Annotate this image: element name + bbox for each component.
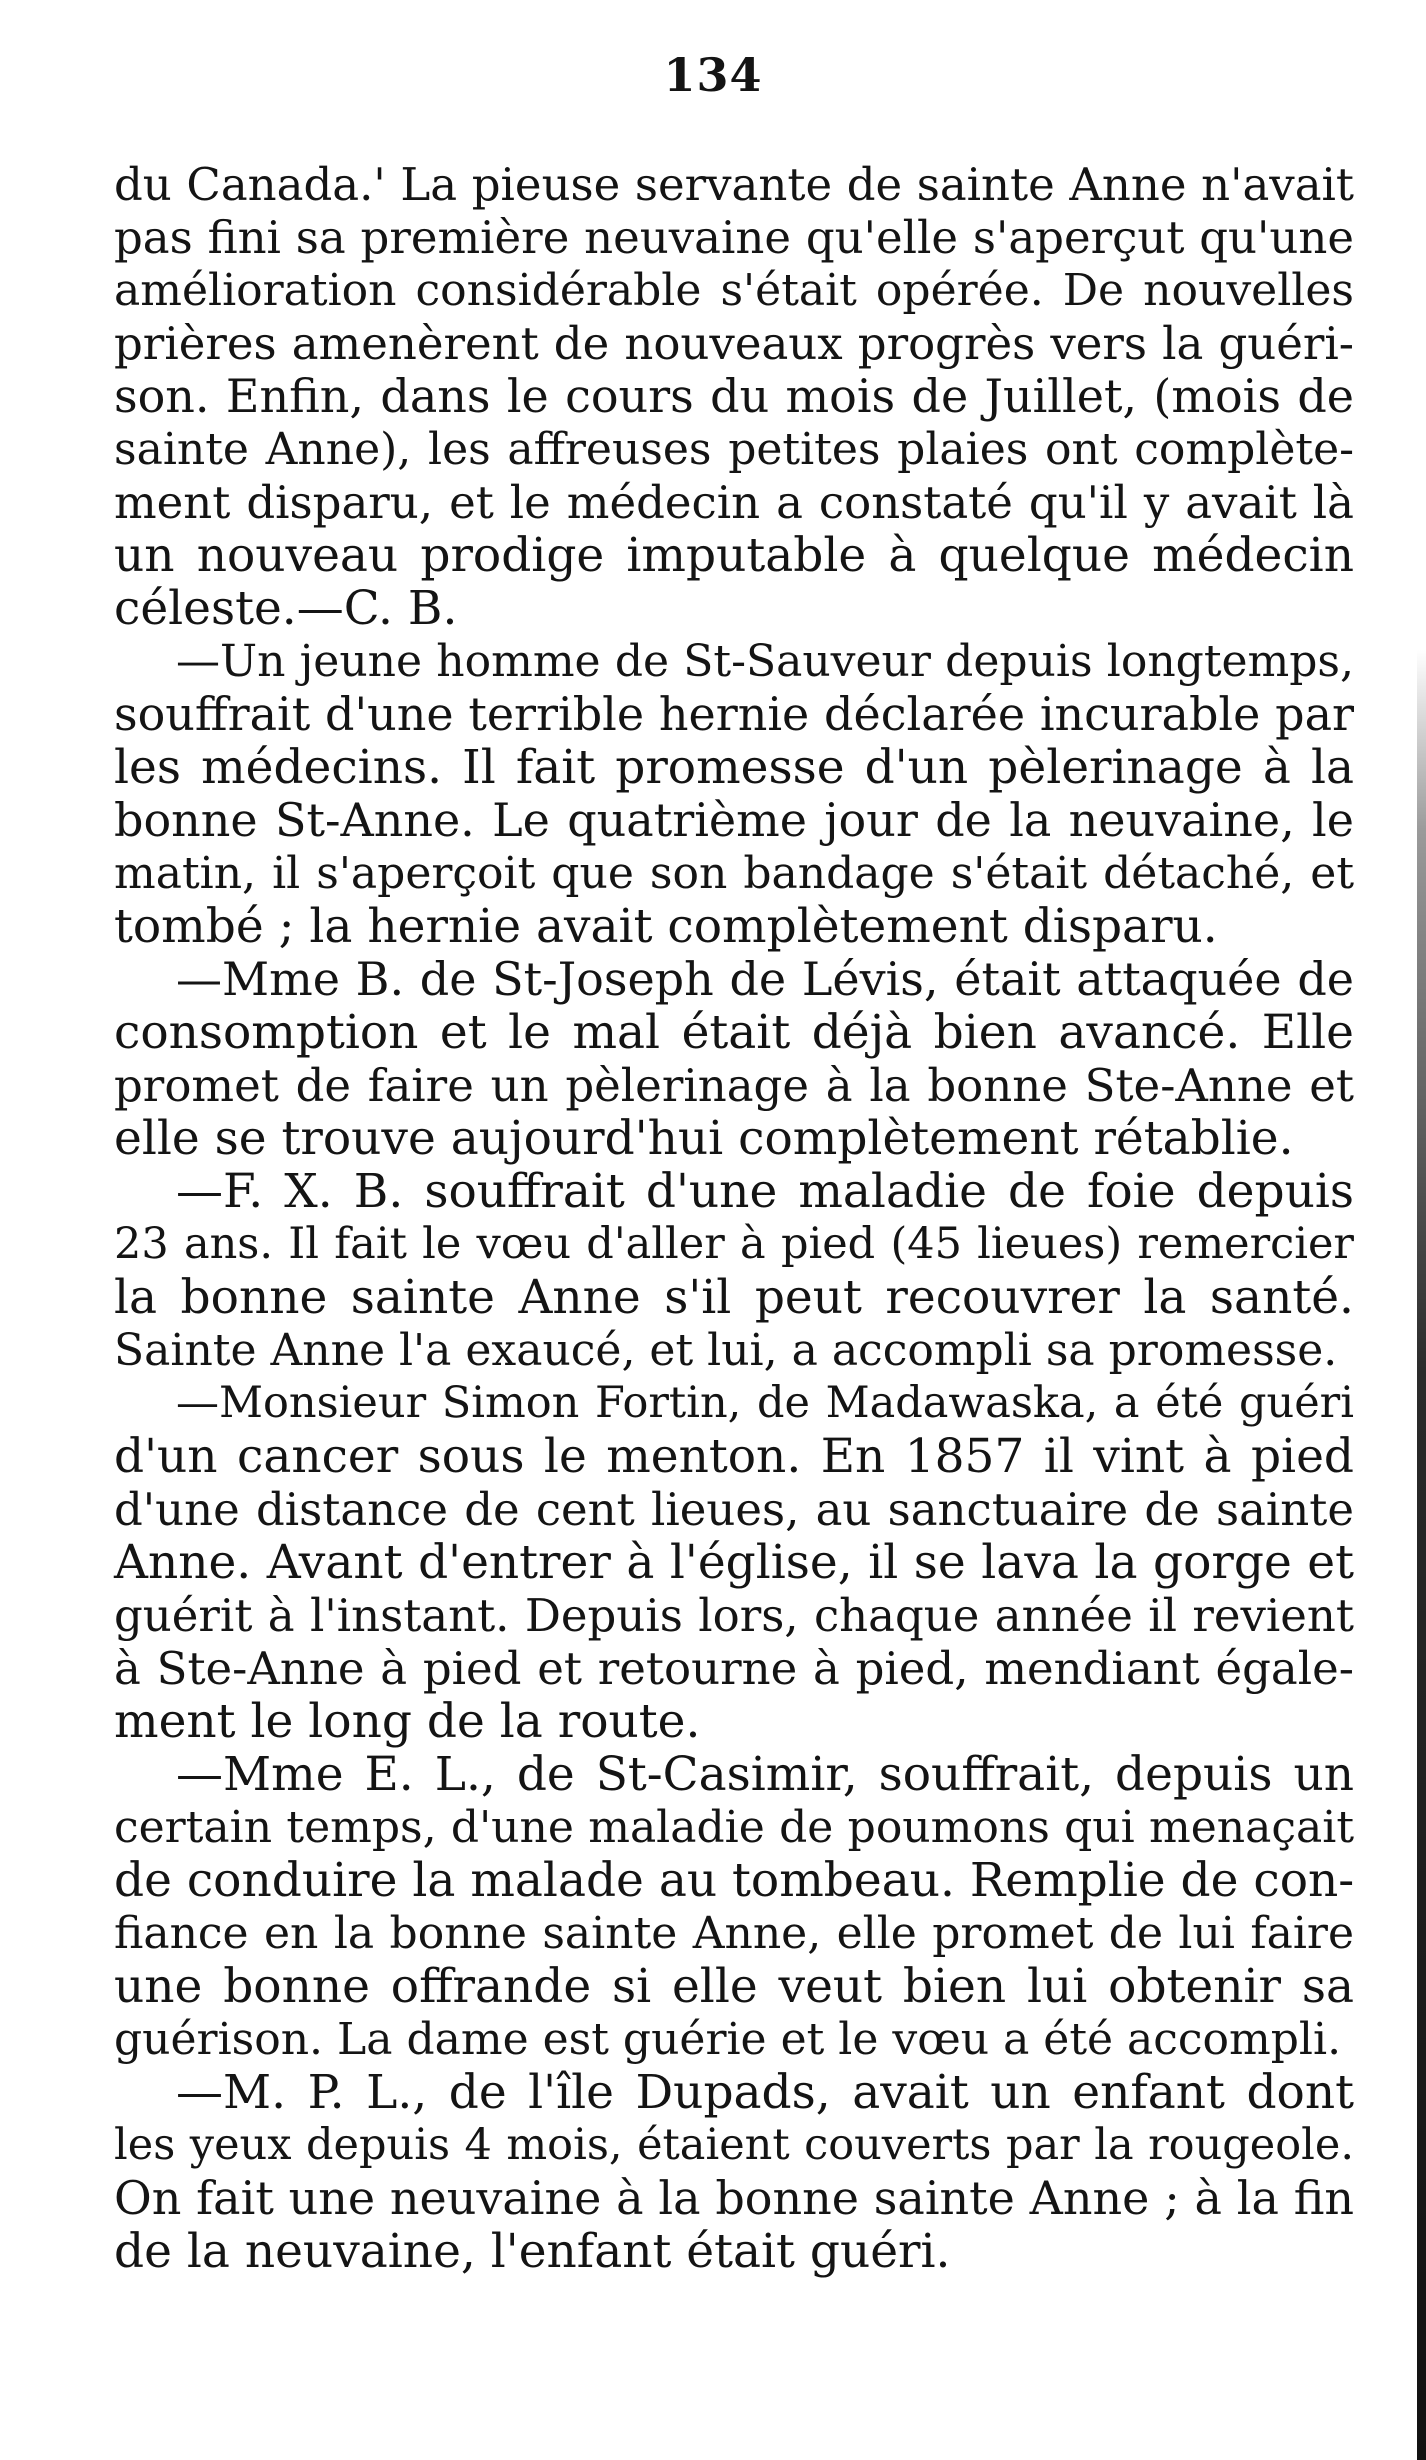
- text-line: bonne St-Anne. Le quatrième jour de la neuvaine, le: [114, 793, 1354, 847]
- text-line: du Canada.' La pieuse servante de sainte Anne n'avait: [114, 158, 1354, 211]
- text-line: —Monsieur Simon Fortin, de Madawaska, a été guéri: [176, 1378, 1354, 1428]
- text-line: fiance en la bonne sainte Anne, elle promet de lui faire: [114, 1908, 1354, 1959]
- page-edge-shadow: [1417, 650, 1426, 2460]
- text-line: ment le long de la route.: [114, 1694, 701, 1749]
- text-line: la bonne sainte Anne s'il peut recouvrer la santé.: [114, 1270, 1354, 1325]
- text-line: pas fini sa première neuvaine qu'elle s'aperçut qu'une: [114, 211, 1354, 264]
- text-line: Sainte Anne l'a exaucé, et lui, a accompli sa promesse.: [114, 1325, 1338, 1376]
- text-line: de la neuvaine, l'enfant était guéri.: [114, 2224, 951, 2279]
- text-line: d'une distance de cent lieues, au sanctuaire de sainte: [114, 1483, 1354, 1536]
- text-line: elle se trouve aujourd'hui complètement rétablie.: [114, 1111, 1294, 1166]
- text-line: guérit à l'instant. Depuis lors, chaque année il revient: [114, 1589, 1354, 1642]
- text-line: —Mme B. de St-Joseph de Lévis, était attaquée de: [176, 952, 1354, 1006]
- text-line: promet de faire un pèlerinage à la bonne Ste-Anne et: [114, 1059, 1354, 1112]
- text-line: Anne. Avant d'entrer à l'église, il se lava la gorge et: [114, 1535, 1354, 1590]
- text-line: guérison. La dame est guérie et le vœu a été accompli.: [114, 2014, 1342, 2065]
- text-line: ment disparu, et le médecin a constaté qu'il y avait là: [114, 476, 1354, 529]
- text-line: certain temps, d'une maladie de poumons qui menaçait: [114, 1802, 1354, 1853]
- text-line: On fait une neuvaine à la bonne sainte Anne ; à la fin: [114, 2171, 1354, 2225]
- text-line: —M. P. L., de l'île Dupads, avait un enfant dont: [176, 2065, 1354, 2120]
- text-line: —Un jeune homme de St-Sauveur depuis longtemps,: [176, 636, 1354, 687]
- text-line: à Ste-Anne à pied et retourne à pied, mendiant égale-: [114, 1642, 1354, 1695]
- text-line: un nouveau prodige imputable à quelque médecin: [114, 528, 1354, 583]
- text-line: les yeux depuis 4 mois, étaient couverts par la rougeole.: [114, 2120, 1354, 2170]
- text-line: céleste.—C. B.: [114, 581, 458, 636]
- text-line: 23 ans. Il fait le vœu d'aller à pied (45 lieues) remercier: [114, 1219, 1354, 1269]
- body-text: [114, 158, 1354, 2278]
- text-line: —F. X. B. souffrait d'une maladie de foie depuis: [176, 1164, 1354, 1219]
- text-line: prières amenèrent de nouveaux progrès vers la guéri-: [114, 317, 1354, 370]
- text-line: souffrait d'une terrible hernie déclarée incurable par: [114, 687, 1354, 741]
- text-line: —Mme E. L., de St-Casimir, souffrait, depuis un: [176, 1747, 1354, 1802]
- text-line: tombé ; la hernie avait complètement disparu.: [114, 899, 1218, 954]
- text-line: d'un cancer sous le menton. En 1857 il vint à pied: [114, 1429, 1354, 1484]
- text-line: consomption et le mal était déjà bien avancé. Elle: [114, 1005, 1354, 1060]
- text-line: son. Enfin, dans le cours du mois de Juillet, (mois de: [114, 369, 1354, 423]
- text-line: amélioration considérable s'était opérée. De nouvelles: [114, 265, 1354, 316]
- text-line: sainte Anne), les affreuses petites plaies ont complète-: [114, 424, 1354, 475]
- page-number: 134: [663, 48, 763, 102]
- text-line: les médecins. Il fait promesse d'un pèlerinage à la: [114, 740, 1354, 795]
- text-line: matin, il s'aperçoit que son bandage s'était détaché, et: [114, 848, 1354, 899]
- text-line: une bonne offrande si elle veut bien lui obtenir sa: [114, 1959, 1354, 2014]
- text-line: de conduire la malade au tombeau. Remplie de con-: [114, 1853, 1355, 1908]
